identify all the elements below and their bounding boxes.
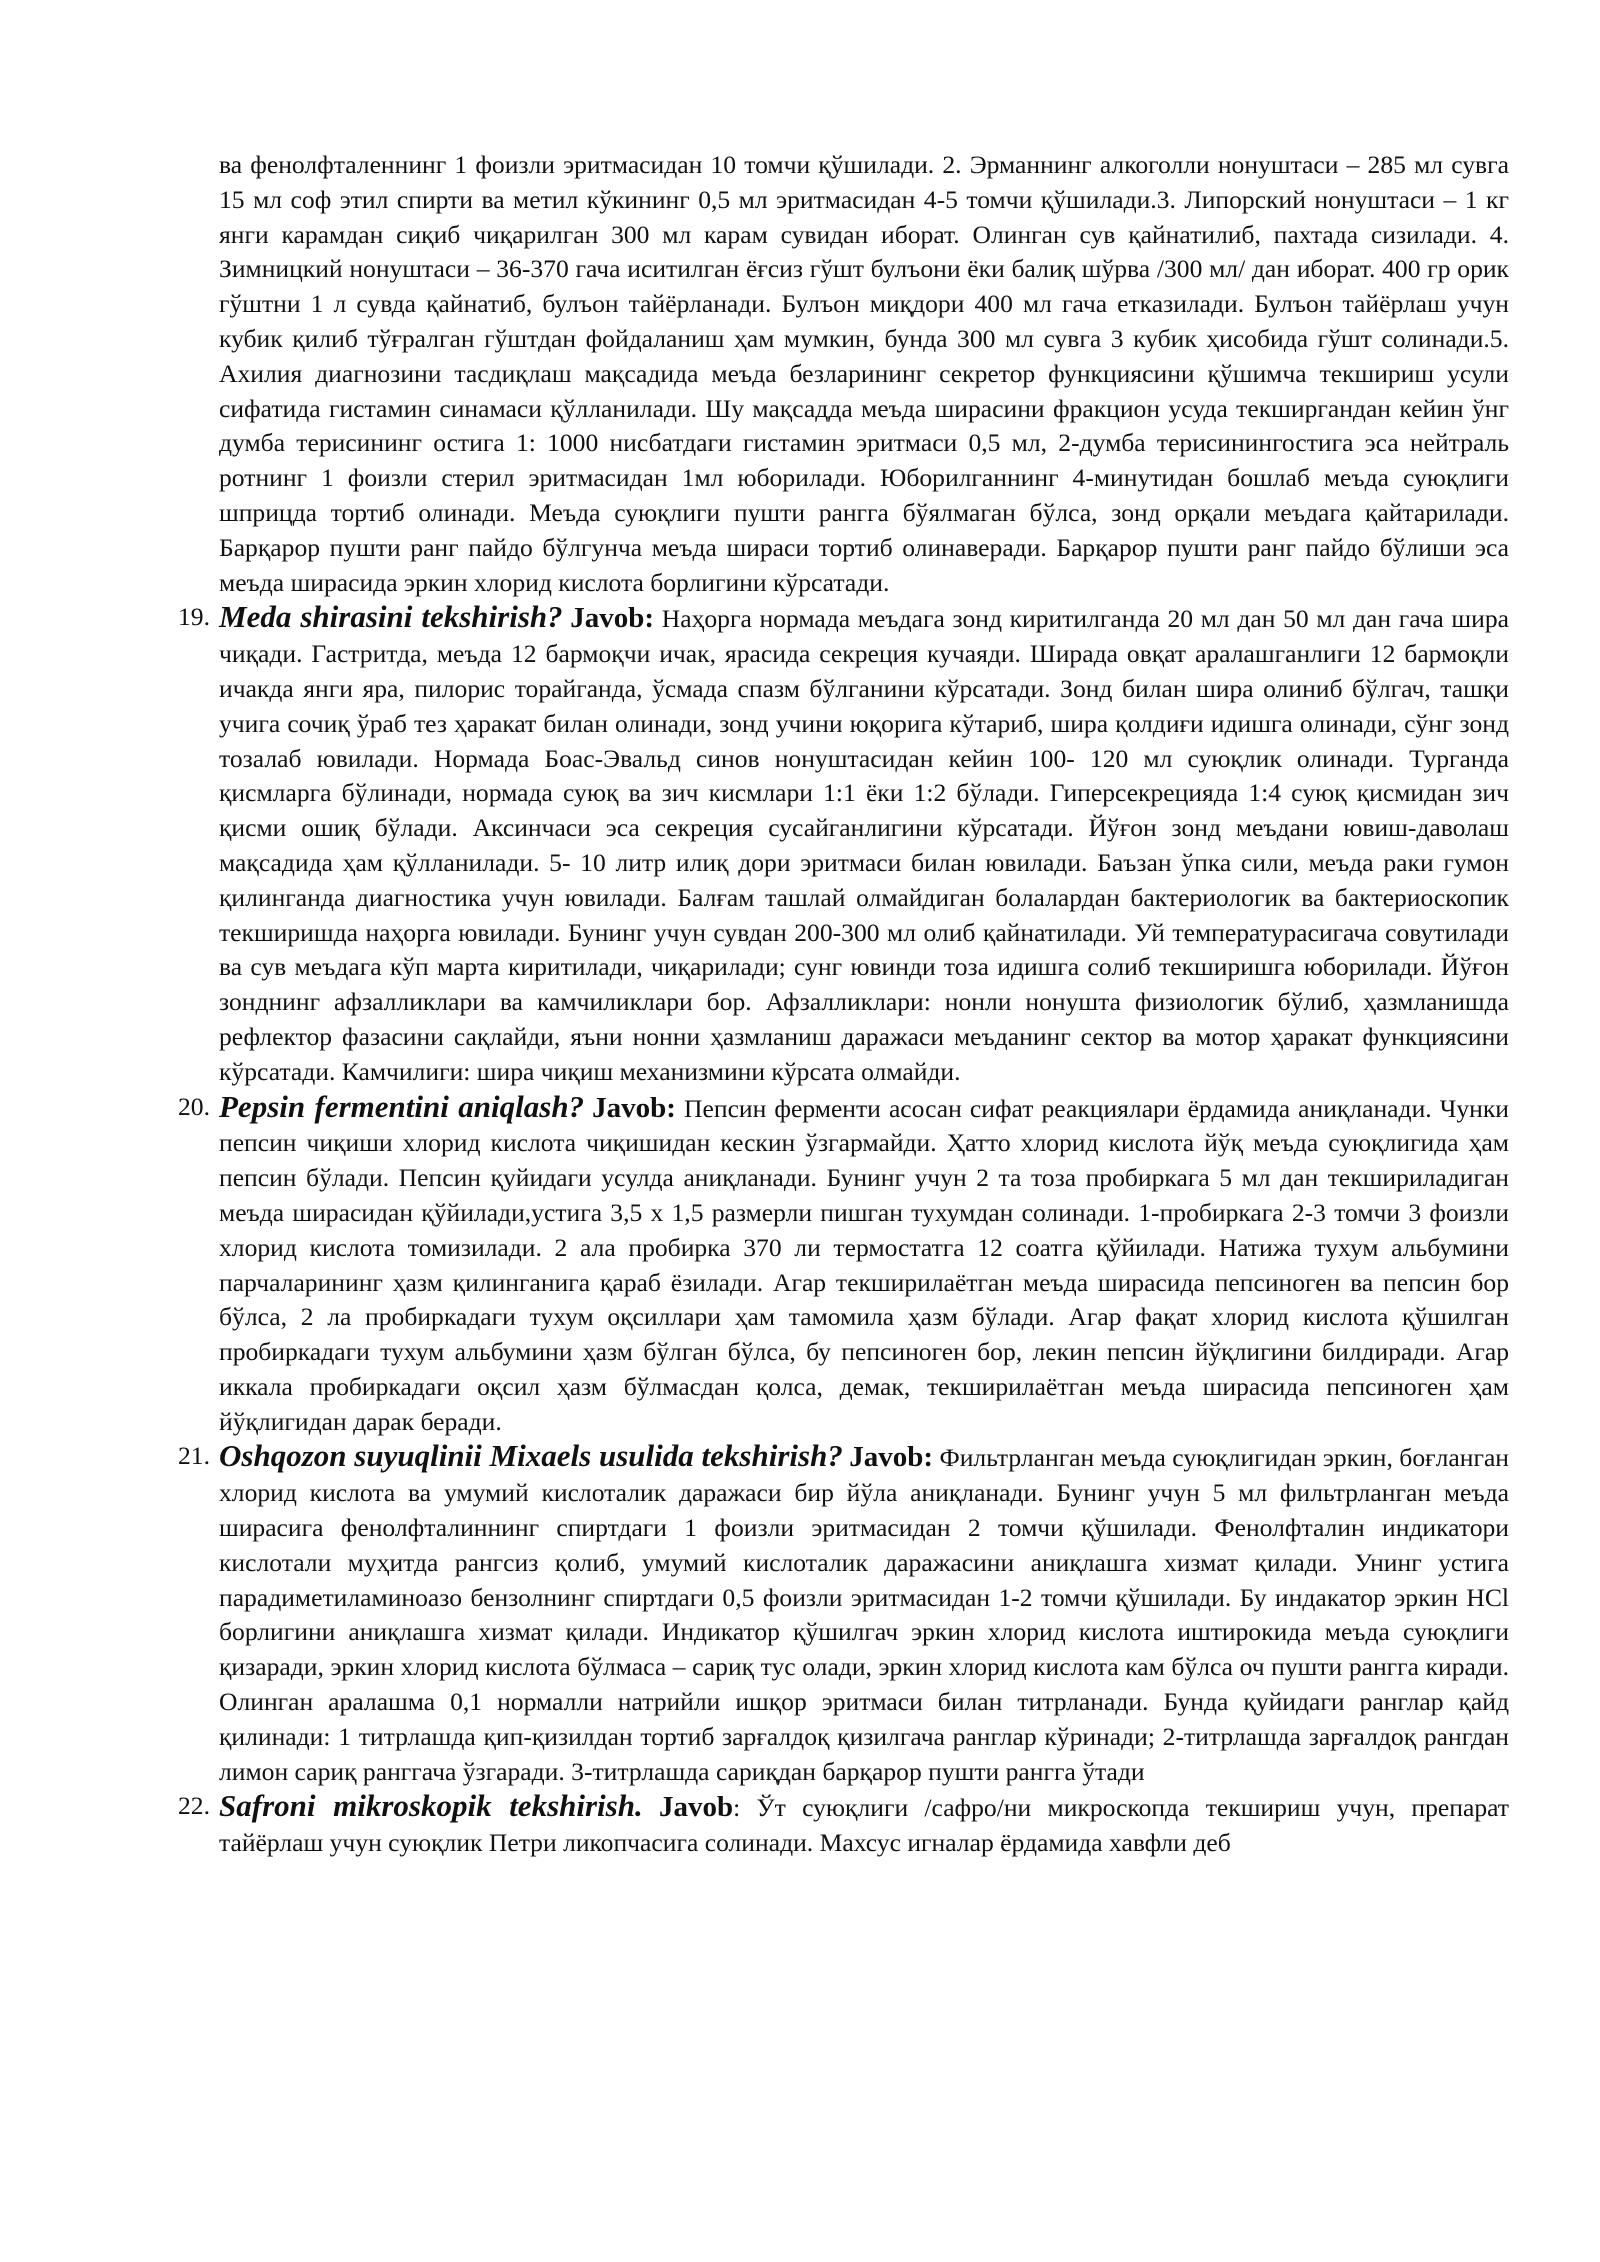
list-item <box>178 1088 1509 1440</box>
item-number: 20. <box>178 1091 210 1121</box>
answer-text: : Ўт суюқлиги /сафро/ни микроскопда текшириш учун, препарат тайёрлаш учун суюқлик Петри ликопчасига солинади. Махсус игналар ёрдамида хавфли деб <box>219 1793 1509 1858</box>
list-item <box>178 1788 1509 1861</box>
item-body <box>219 1090 1509 1440</box>
item-body <box>219 1439 1509 1789</box>
answer-text: Фильтрланган меъда суюқлигидан эркин, боғланган хлорид кислота ва умумий кислоталик даражаси бир йўла аниқланади. Бунинг учун 5 мл фильтрланган меъда ширасига фенолфталиннинг спиртдаги 1 фоизли эритмасидан 2 томчи қўшилади. Фенолфталин индикатори кислотали муҳитда рангсиз қолиб, умумий кислоталик даражасини аниқлашга хизмат қилади. Унинг устига парадиметиламиноазо бензолнинг спиртдаги 0,5 фоизли эритмасидан 1-2 томчи қўшилади. Бу индакатор эркин НCl борлигини аниқлашга хизмат қилади. Индикатор қўшилгач эркин хлорид кислота иштирокида меъда суюқлиги қизаради, эркин хлорид кислота бўлмаса – сариқ тус олади, эркин хлорид кислота кам бўлса оч пушти рангга киради. Олинган аралашма 0,1 нормалли натрийли ишқор эритмаси билан титрланади. Бунда қуйидаги ранглар қайд қилинади: 1 титрлашда қип-қизилдан тортиб зарғалдоқ қизилгача ранглар кўринади; 2-титрлашда зарғалдоқ рангдан лимон сариқ ранггача ўзгаради. 3-титрлашда сариқдан барқарор пушти рангга ўтади <box>219 1443 1509 1786</box>
answer-label: Javob: <box>592 1091 676 1124</box>
answer-label: Javob <box>659 1791 734 1824</box>
answer-text: Наҳорга нормада меъдага зонд киритилганда 20 мл дан 50 мл дан гача шира чиқади. Гастритда, меъда 12 бармоқчи ичак, ярасида секреция кучаяди. Ширада овқат аралашганлиги 12 бармоқли ичакда янги яра, пилорис торайганда, ўсмада спазм бўлганини кўрсатади. Зонд билан шира олиниб бўлгач, ташқи учига сочиқ ўраб тез ҳаракат билан олинади, зонд учини юқорига кўтариб, шира қолдиғи идишга олинади, сўнг зонд тозалаб ювилади. Нормада Боас-Эвальд синов нонуштасидан кейин 100- 120 мл суюқлик олинади. Турганда қисмларга бўлинади, нормада суюқ ва зич кисмлари 1:1 ёки 1:2 бўлади. Гиперсекрецияда 1:4 суюқ қисмидан зич қисми ошиқ бўлади. Аксинчаси эса секреция сусайганлигини кўрсатади. Йўғон зонд меъдани ювиш-даволаш мақсадида ҳам қўлланилади. 5- 10 литр илиқ дори эритмаси билан ювилади. Баъзан ўпка сили, меъда раки гумон қилинганда диагностика учун ювилади. Балғам ташлай олмайдиган болалардан бактериологик ва бактериоскопик текширишда наҳорга ювилади. Бунинг учун сувдан 200-300 мл олиб қайнатилади. Уй температурасигача совутилади ва сув меъдага кўп марта киритилади, чиқарилади; сунг ювинди тоза идишга солиб текширишга юборилади. Йўғон зонднинг афзалликлари ва камчиликлари бор. Афзалликлари: нонли нонушта физиологик бўлиб, ҳазмланишда рефлектор фазасини сақлайди, яъни нонни ҳазмланиш даражаси меъданинг сектор ва мотор ҳаракат функциясини кўрсатади. Камчилиги: шира чиқиш механизмини кўрсата олмайди. <box>219 604 1509 1086</box>
item-number: 19. <box>178 602 210 632</box>
answer-label: Javob: <box>849 1441 934 1474</box>
item-number: 21. <box>178 1441 210 1471</box>
answer-text: Пепсин ферменти асосан сифат реакциялари ёрдамида аниқланади. Чунки пепсин чиқиши хлорид кислота чиқишидан кескин ўзгармайди. Ҳатто хлорид кислота йўқ меъда суюқлигида ҳам пепсин бўлади. Пепсин қуйидаги усулда аниқланади. Бунинг учун 2 та тоза пробиркага 5 мл дан текшириладиган меъда ширасидан қўйилади,устига 3,5 х 1,5 размерли пишган тухумдан солинади. 1-пробиркага 2-3 томчи 3 фоизли хлорид кислота томизилади. 2 ала пробирка 370 ли термостатга 12 соатга қўйилади. Натижа тухум альбумини парчаларининг ҳазм қилинганига қараб ёзилади. Агар текширилаётган меъда ширасида пепсиноген ва пепсин бор бўлса, 2 ла пробиркадаги тухум оқсиллари ҳам тамомила ҳазм бўлади. Агар фақат хлорид кислота қўшилган пробиркадаги тухум альбумини ҳазм бўлган бўлса, бу пепсиноген бор, лекин пепсин йўқлигини билдиради. Агар иккала пробиркадаги оқсил ҳазм бўлмасдан қолса, демак, текширилаётган меъда ширасида пепсиноген ҳам йўқлигидан дарак беради. <box>219 1093 1509 1436</box>
item-body <box>219 600 1509 1089</box>
answer-label: Javob: <box>570 602 655 635</box>
item-body <box>219 1789 1509 1861</box>
list-item <box>178 1438 1509 1789</box>
intro-paragraph: ва фенолфталеннинг 1 фоизли эритмасидан 10 томчи қўшилади. 2. Эрманнинг алкоголли нонуштаси – 285 мл сувга 15 мл соф этил спирти ва метил кўкининг 0,5 мл эритмасидан 4-5 томчи қўшилади.3. Липорский нонуштаси – 1 кг янги карамдан сиқиб чиқарилган 300 мл карам сувидан иборат. Олинган сув қайнатилиб, пахтада сизилади. 4. Зимницкий нонуштаси – 36-370 гача иситилган ёғсиз гўшт булъони ёки балиқ шўрва /300 мл/ дан иборат. 400 гр орик гўштни 1 л сувда қайнатиб, булъон тайёрланади. Булъон миқдори 400 мл гача етказилади. Булъон тайёрлаш учун кубик қилиб тўғралган гўштдан фойдаланиш ҳам мумкин, бунда 300 мл сувга 3 кубик ҳисобида гўшт солинади.5. Ахилия диагнозини тасдиқлаш мақсадида меъда безларининг секретор функциясини қўшимча текшириш усули сифатида гистамин синамаси қўлланилади. Шу мақсадда меъда ширасини фракцион усуда текширгандан кейин ўнг думба терисининг остига 1: 1000 нисбатдаги гистамин эритмаси 0,5 мл, 2-думба терисинингостига эса нейтраль ротнинг 1 фоизли стерил эритмасидан 1мл юборилади. Юборилганнинг 4-минутидан бошлаб меъда суюқлиги шприцда тортиб олинади. Меъда суюқлиги пушти рангга бўялмаган бўлса, зонд орқали меъдага қайтарилади. Барқарор пушти ранг пайдо бўлгунча меъда шираси тортиб олинаверади. Барқарор пушти ранг пайдо бўлиши эса меъда ширасида эркин хлорид кислота борлигини кўрсатади. <box>219 150 1509 597</box>
list-item <box>178 599 1509 1089</box>
question-title: Safroni mikroskopik tekshirish. <box>219 1788 643 1824</box>
item-number: 22. <box>178 1791 210 1821</box>
question-title: Meda shirasini tekshirish? <box>219 599 563 635</box>
question-title: Oshqozon suyuqlinii Mixaels usulida tekshirish? <box>219 1438 843 1474</box>
question-title: Pepsin fermentini aniqlash? <box>219 1088 585 1124</box>
document-page <box>178 148 1509 1861</box>
